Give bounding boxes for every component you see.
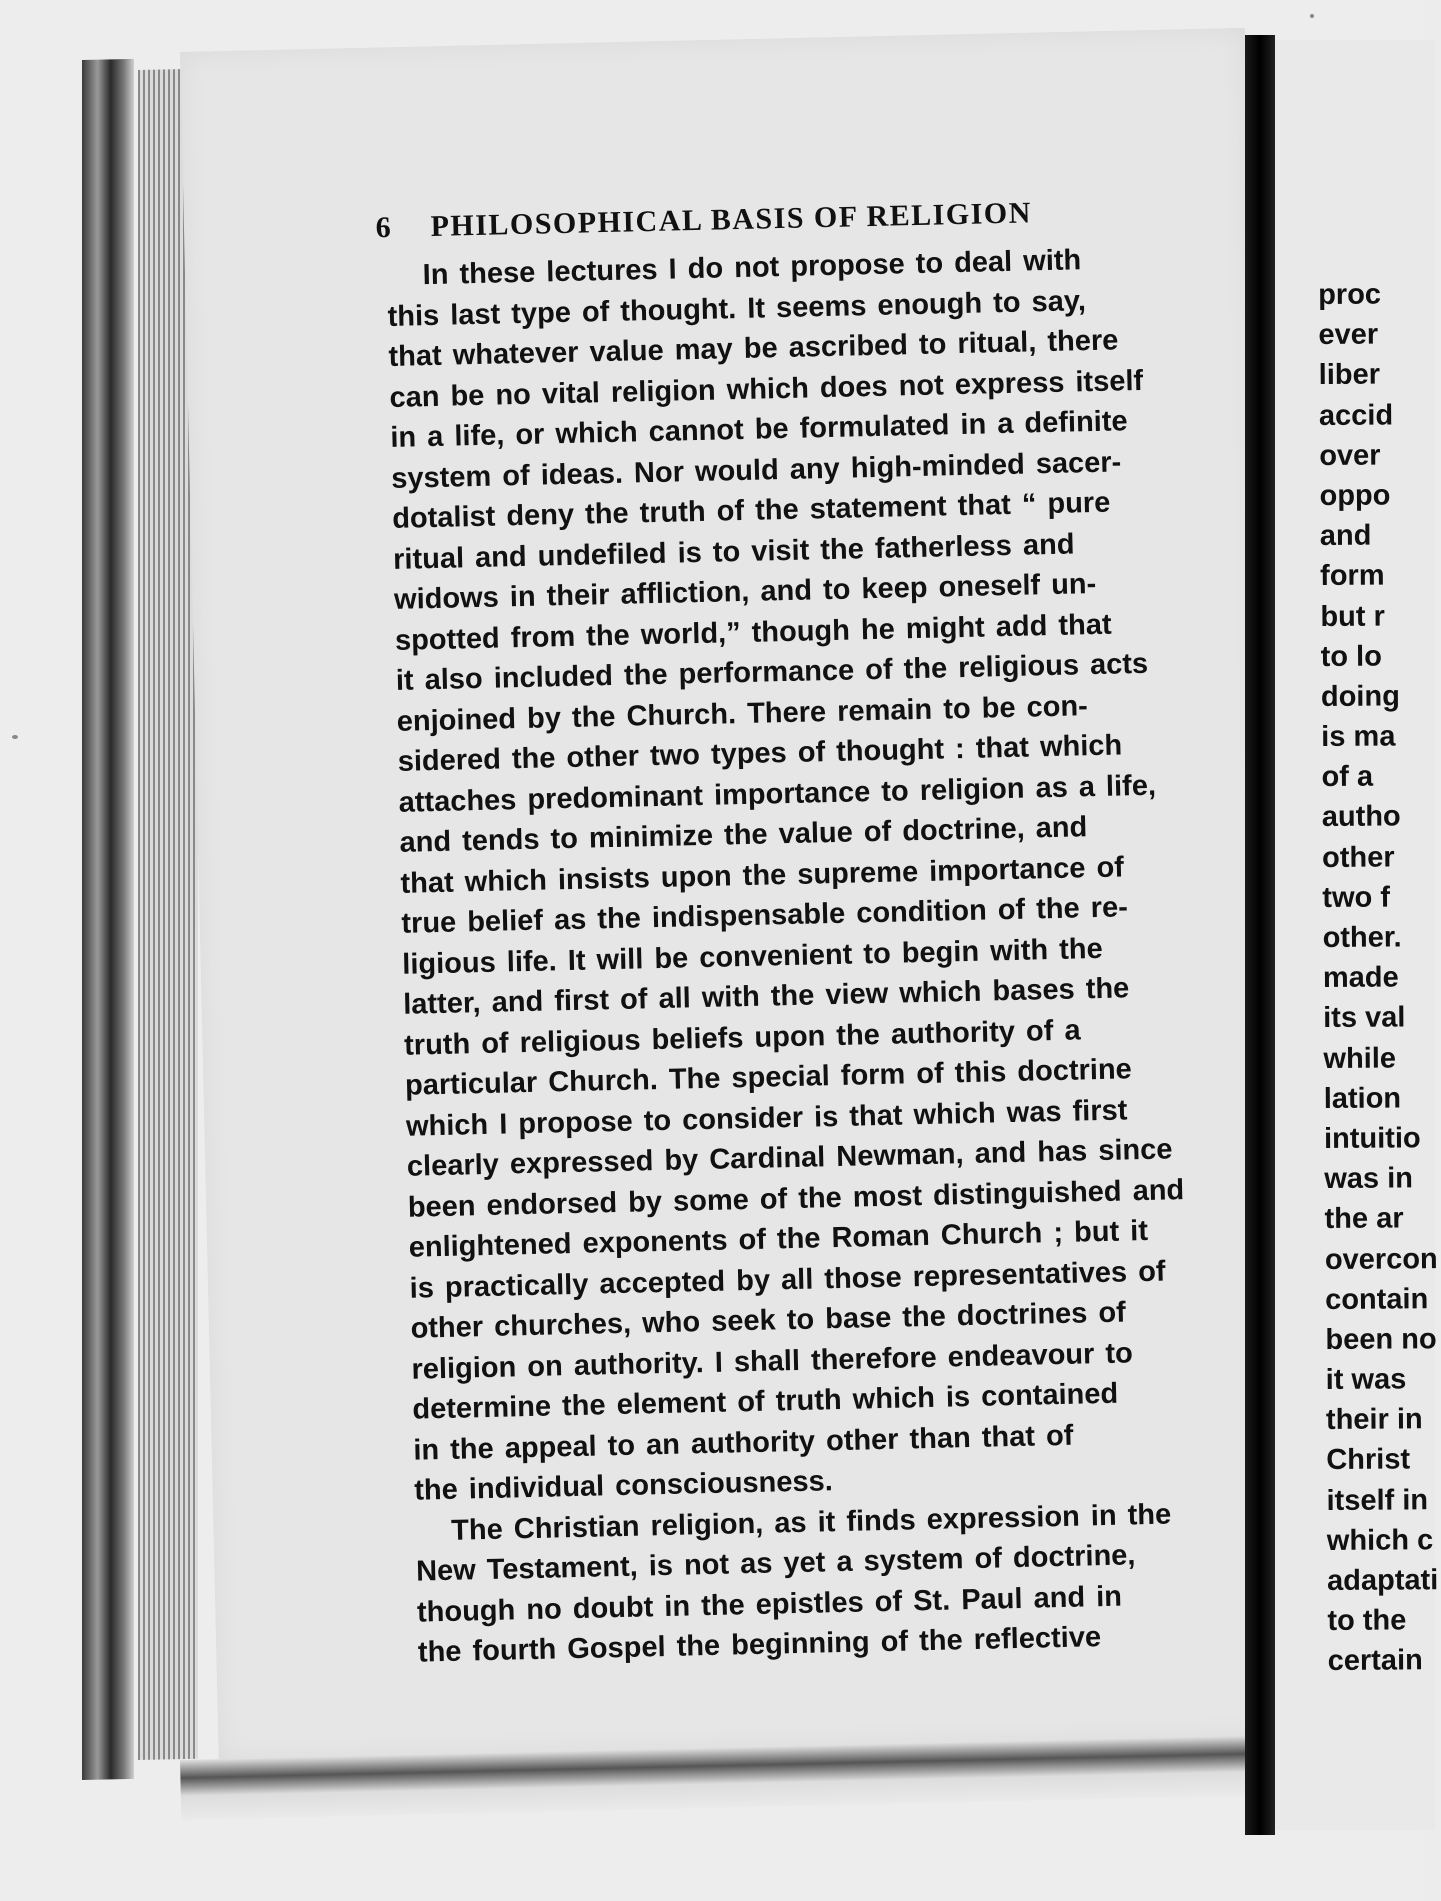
text-line: spotted from the world,” though he might add that [394,608,1112,657]
text-line: enlightened exponents of the Roman Church ; but it [408,1214,1149,1264]
right-page-fragment: is ma [1321,720,1396,754]
right-page-fragment: which c [1326,1524,1434,1557]
right-page-fragment: to lo [1320,640,1382,673]
text-line: dotalist deny the truth of the statement that “ pure [391,486,1111,535]
right-page-fragment: oppo [1319,479,1391,512]
right-page-fragment: while [1323,1042,1397,1075]
text-line: in a life, or which cannot be formulated in a definite [390,405,1128,454]
page-number: 6 [375,210,393,245]
text-line: is practically accepted by all those representatives of [409,1255,1166,1305]
right-page-fragment: overcon [1324,1242,1438,1276]
right-page-fragment: the ar [1324,1202,1404,1236]
right-page-fragment: their in [1325,1403,1423,1437]
text-line: ligious life. It will be convenient to begin with the [401,932,1104,981]
text-line: this last type of thought. It seems enough to say, [387,284,1087,333]
text-line: and tends to minimize the value of doctrine, and [399,811,1088,859]
text-line: attaches predominant importance to religion as a life, [398,769,1157,819]
right-page-fragment: of a [1321,760,1374,794]
right-page-fragment: adaptati [1327,1564,1439,1597]
text-line: in the appeal to an authority other than that of [413,1419,1074,1467]
text-line: clearly expressed by Cardinal Newman, and has since [406,1133,1173,1183]
left-page-body [386,238,1228,1674]
right-page-fragment: proc [1318,278,1382,311]
right-page-fragment: other [1321,841,1395,874]
right-page-fragment: ever [1318,318,1379,352]
right-page-fragment: certain [1327,1644,1423,1678]
text-line: widows in their affliction, and to keep oneself un- [393,567,1097,616]
text-line: truth of religious beliefs upon the authority of a [403,1013,1081,1062]
right-page-fragment: contain [1325,1282,1429,1316]
text-line: true belief as the indispensable condition of the re- [401,891,1129,940]
text-line: it also included the performance of the religious acts [395,647,1149,697]
right-page-fragment: intuitio [1323,1122,1421,1155]
right-page-text [1318,274,1439,1681]
text-line: can be no vital religion which does not express itself [389,364,1144,414]
text-line: In these lectures I do not propose to deal with [422,244,1082,292]
text-line: particular Church. The special form of this doctrine [404,1053,1133,1102]
right-page-fragment: doing [1320,680,1400,713]
text-line: The Christian religion, as it finds expression in the [450,1498,1172,1547]
right-page-fragment: autho [1321,800,1401,834]
right-page-fragment: it was [1325,1363,1407,1397]
right-page-fragment: liber [1318,358,1381,392]
text-line: that whatever value may be ascribed to ritual, there [388,324,1119,373]
text-line: the fourth Gospel the beginning of the reflective [417,1621,1102,1669]
right-page-fragment: lation [1323,1082,1402,1115]
right-page-fragment: Christ [1326,1443,1411,1477]
text-line: other churches, who seek to base the doctrines of [410,1296,1127,1345]
right-page-fragment: and [1319,519,1372,553]
right-page-fragment: but r [1320,600,1385,633]
right-page-fragment: itself in [1326,1483,1429,1517]
scan-speck [12,735,18,739]
running-head-title: PHILOSOPHICAL BASIS OF RELIGION [430,196,1033,243]
right-page-fragment: its val [1323,1001,1406,1035]
text-line: religion on authority. I shall therefore endeavour to [411,1336,1134,1386]
text-line: which I propose to consider is that which was first [405,1093,1128,1143]
right-page-fragment: was in [1324,1162,1414,1196]
book-gutter [1245,35,1275,1835]
right-page-fragment: accid [1318,399,1394,432]
text-line: determine the element of truth which is contained [412,1377,1119,1426]
text-line: been endorsed by some of the most distinguished and [407,1173,1185,1224]
right-page-fragment: been no [1325,1323,1437,1356]
text-line: enjoined by the Church. There remain to be con- [396,689,1089,738]
right-page-fragment: form [1319,559,1385,593]
text-line: system of ideas. Nor would any high-minded sacer- [390,445,1122,495]
text-line: New Testament, is not as yet a system of doctrine, [415,1539,1136,1588]
book-binding-edge [82,59,134,1780]
left-page-text [375,182,1228,1673]
right-page-fragment: other. [1322,921,1402,954]
scan-speck [1310,14,1314,18]
text-line: the individual consciousness. [413,1465,834,1507]
text-line: that which insists upon the supreme importance of [400,850,1125,900]
right-page-fragment: over [1319,439,1381,472]
right-page-fragment: two f [1322,881,1391,914]
text-line: latter, and first of all with the view which bases the [402,972,1130,1021]
right-page-fragment: to the [1327,1604,1407,1638]
text-line: sidered the other two types of thought : that which [397,729,1123,778]
text-line: though no doubt in the epistles of St. Paul and in [416,1580,1123,1629]
right-page-fragment: made [1322,961,1399,995]
text-line: ritual and undefiled is to visit the fatherless and [392,527,1075,576]
